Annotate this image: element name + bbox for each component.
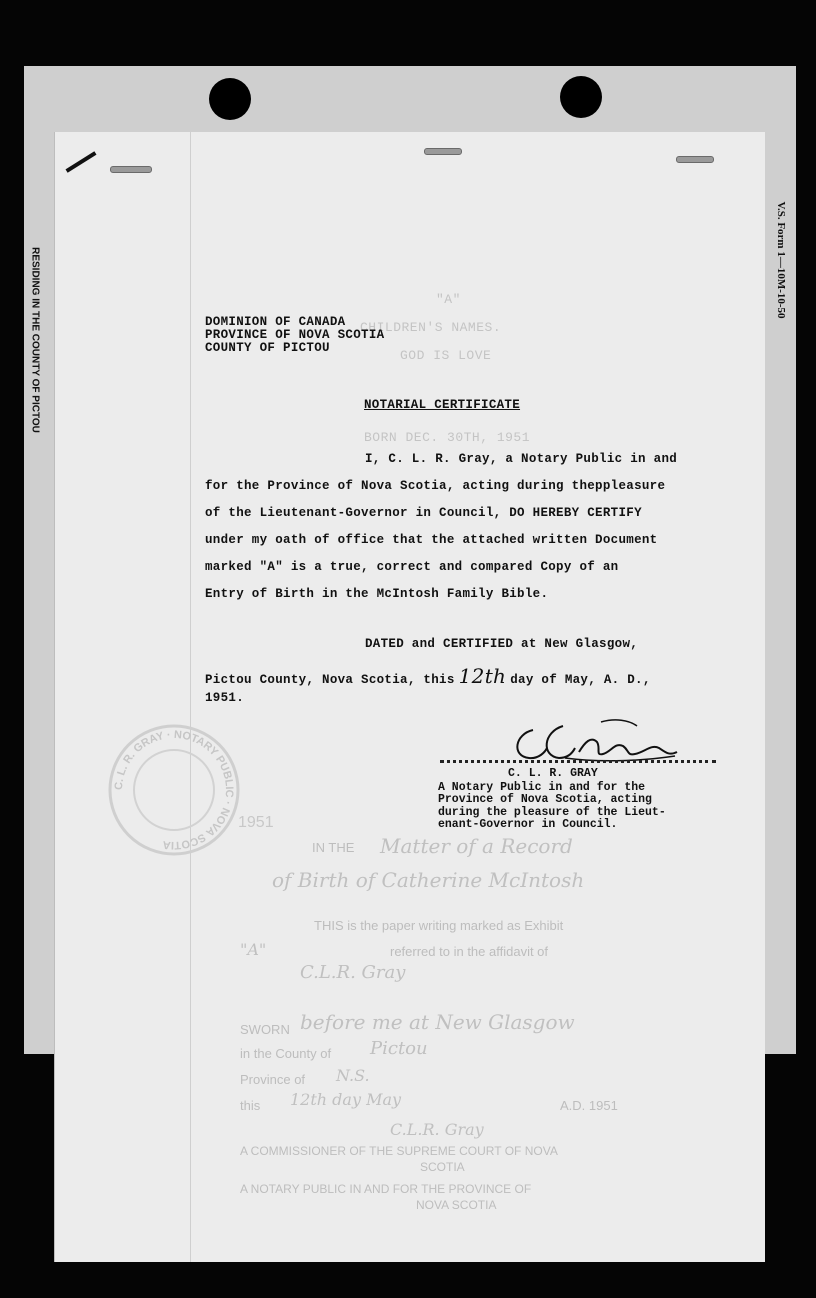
staple-center — [424, 148, 462, 155]
dated-suffix: day of May, A. D., — [510, 673, 651, 687]
dated-line-1: DATED and CERTIFIED at New Glasgow, — [365, 637, 639, 651]
svg-text:C. L. R. GRAY · NOTARY PUBLIC — [113, 729, 235, 851]
stamp-county: in the County of — [240, 1046, 332, 1061]
body-line-4: under my oath of office that the attached written Document — [205, 533, 658, 547]
stamp-province: Province of — [240, 1072, 306, 1087]
notary-title-4: enant-Governor in Council. — [438, 818, 618, 831]
header-line-3: COUNTY OF PICTOU — [205, 341, 330, 355]
dated-line-2 — [205, 664, 725, 691]
stamp-affiant-hand: C.L.R. Gray — [300, 962, 406, 983]
stamp-exhibit: THIS is the paper writing marked as Exhibit — [314, 918, 564, 933]
body-line-5: marked "A" is a true, correct and compared Copy of an — [205, 560, 619, 574]
signature-graphic — [505, 712, 695, 772]
notary-signature-block — [438, 768, 728, 832]
side-label-text: RESIDING IN THE COUNTY OF PICTOU — [29, 247, 41, 433]
form-id-text: V.S. Form 1—10M-10-50 — [775, 201, 787, 319]
stamp-province-hand: N.S. — [336, 1066, 370, 1085]
bleed-born: BORN DEC. 30TH, 1951 — [364, 430, 531, 445]
stamp-exhibit-mark: "A" — [240, 940, 267, 959]
stamp-date-hand: 12th day May — [290, 1090, 402, 1109]
header-line-2: PROVINCE OF NOVA SCOTIA — [205, 328, 385, 342]
notary-title-2: Province of Nova Scotia, acting — [438, 793, 652, 806]
stamp-birth-hand: of Birth of Catherine McIntosh — [272, 868, 585, 892]
stamp-county-hand: Pictou — [370, 1038, 428, 1059]
stamp-matter-hand: Matter of a Record — [380, 834, 573, 858]
punch-hole-right — [560, 76, 602, 118]
bleed-children: CHILDREN'S NAMES. — [360, 320, 502, 335]
stamp-sworn: SWORN — [240, 1022, 290, 1037]
signature-line — [440, 760, 716, 763]
seal-text: C. L. R. GRAY · NOTARY PUBLIC · NOVA SCOTIA — [112, 728, 236, 852]
stamp-sworn-hand: before me at New Glasgow — [300, 1010, 575, 1034]
handwritten-day: 12th — [458, 664, 507, 688]
form-id — [766, 190, 796, 330]
certificate-title: NOTARIAL CERTIFICATE — [364, 398, 521, 412]
body-line-6: Entry of Birth in the McIntosh Family Bible. — [205, 587, 549, 601]
stamp-this: this — [240, 1098, 261, 1113]
margin-rule — [190, 132, 191, 1262]
stamp-ad: A.D. 1951 — [560, 1098, 618, 1113]
stamp-footer-1: A COMMISSIONER OF THE SUPREME COURT OF NOVA — [240, 1144, 558, 1158]
jurisdiction-header — [205, 316, 384, 355]
staple-left — [110, 166, 152, 173]
staple-right — [676, 156, 714, 163]
certificate-body — [205, 452, 725, 718]
dated-year: 1951. — [205, 691, 245, 705]
header-line-1: DOMINION OF CANADA — [205, 315, 346, 329]
stamp-referred: referred to in the affidavit of — [390, 944, 549, 959]
side-label — [20, 240, 50, 440]
notary-seal — [104, 720, 244, 860]
notary-title-1: A Notary Public in and for the — [438, 780, 646, 794]
stamp-officer-hand: C.L.R. Gray — [390, 1120, 484, 1139]
notary-name: C. L. R. GRAY — [508, 767, 598, 780]
stamp-footer-3: A NOTARY PUBLIC IN AND FOR THE PROVINCE OF — [240, 1182, 532, 1196]
stamp-in-the: IN THE — [312, 840, 355, 855]
body-line-2: for the Province of Nova Scotia, acting during theppleasure — [205, 479, 666, 493]
body-line-1: I, C. L. R. Gray, a Notary Public in and — [365, 452, 678, 466]
stamp-year: 1951 — [238, 814, 274, 831]
body-line-3: of the Lieutenant-Governor in Council, DO HEREBY CERTIFY — [205, 506, 642, 520]
bleed-motto: GOD IS LOVE — [400, 348, 492, 363]
stamp-footer-2: SCOTIA — [420, 1160, 465, 1174]
punch-hole-left — [209, 78, 251, 120]
bleed-mark: "A" — [436, 292, 461, 307]
dated-prefix: Pictou County, Nova Scotia, this — [205, 673, 455, 687]
notary-title-3: during the pleasure of the Lieut- — [438, 805, 666, 819]
stamp-footer-4: NOVA SCOTIA — [416, 1198, 497, 1212]
